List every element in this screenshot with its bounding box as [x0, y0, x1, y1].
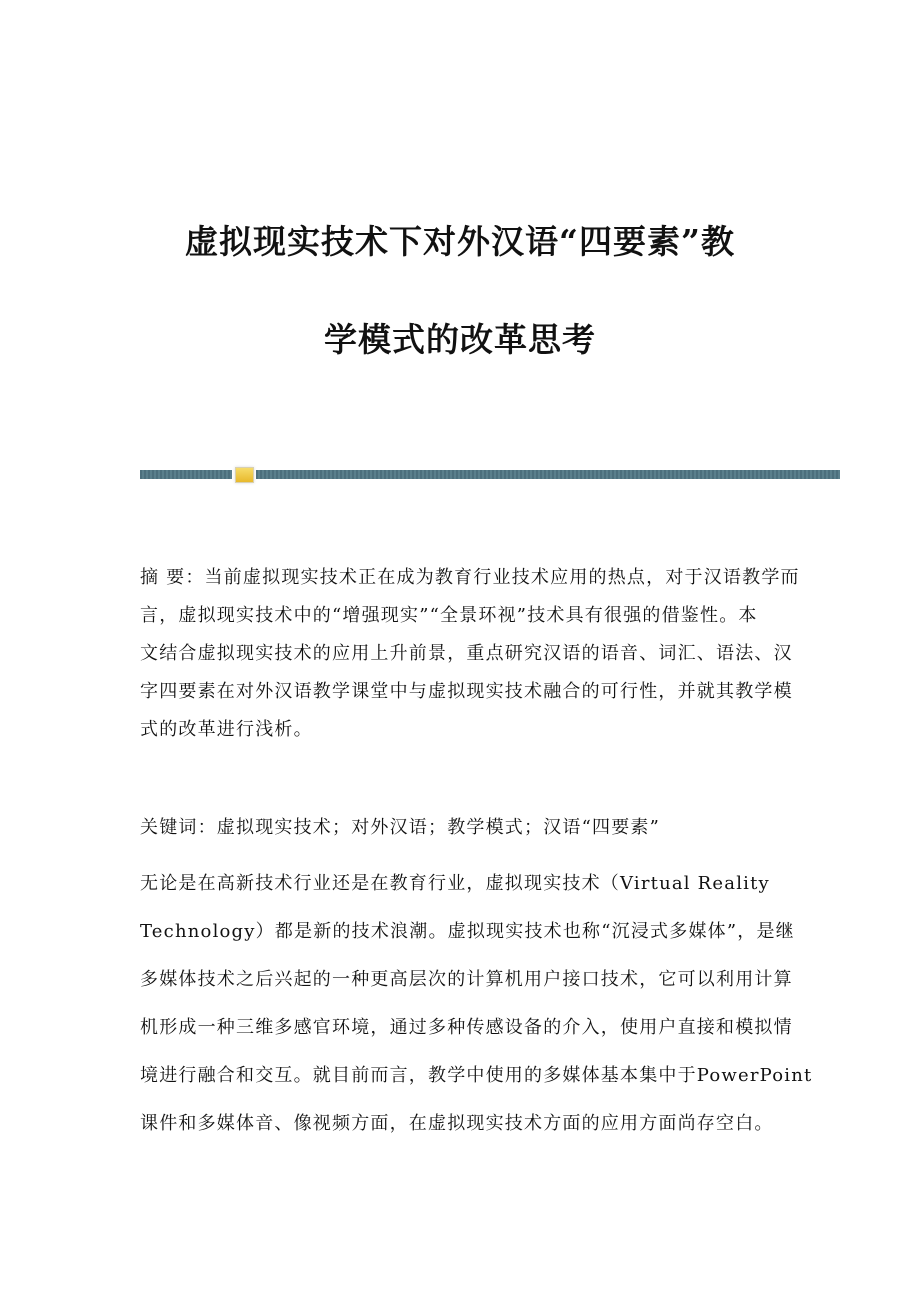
- abstract-line: 文结合虚拟现实技术的应用上升前景，重点研究汉语的语音、词汇、语法、汉: [140, 643, 793, 664]
- envelope-ornament-icon: [235, 467, 254, 483]
- abstract-line: 摘 要：当前虚拟现实技术正在成为教育行业技术应用的热点，对于汉语教学而: [140, 567, 800, 588]
- document-title-line-2: 学模式的改革思考: [324, 320, 596, 359]
- abstract-line: 式的改革进行浅析。: [140, 719, 313, 740]
- keywords: 关键词：虚拟现实技术；对外汉语；教学模式；汉语“四要素”: [140, 817, 661, 838]
- body-line: 机形成一种三维多感官环境，通过多种传感设备的介入，使用户直接和模拟情: [140, 1017, 793, 1038]
- body-line: 境进行融合和交互。就目前而言，教学中使用的多媒体基本集中于PowerPoint: [140, 1065, 813, 1086]
- divider-left: [140, 470, 232, 479]
- abstract-line: 字四要素在对外汉语教学课堂中与虚拟现实技术融合的可行性，并就其教学模: [140, 681, 793, 702]
- body-line: Technology）都是新的技术浪潮。虚拟现实技术也称“沉浸式多媒体”，是继: [140, 921, 795, 942]
- divider-right: [256, 470, 840, 479]
- document-title-line-1: 虚拟现实技术下对外汉语“四要素”教: [185, 222, 735, 261]
- body-line: 课件和多媒体音、像视频方面，在虚拟现实技术方面的应用方面尚存空白。: [140, 1113, 774, 1134]
- abstract-line: 言，虚拟现实技术中的“增强现实”“全景环视”技术具有很强的借鉴性。本: [140, 605, 758, 626]
- body-line: 多媒体技术之后兴起的一种更高层次的计算机用户接口技术，它可以利用计算: [140, 969, 793, 990]
- body-line: 无论是在高新技术行业还是在教育行业，虚拟现实技术（Virtual Reality: [140, 873, 770, 894]
